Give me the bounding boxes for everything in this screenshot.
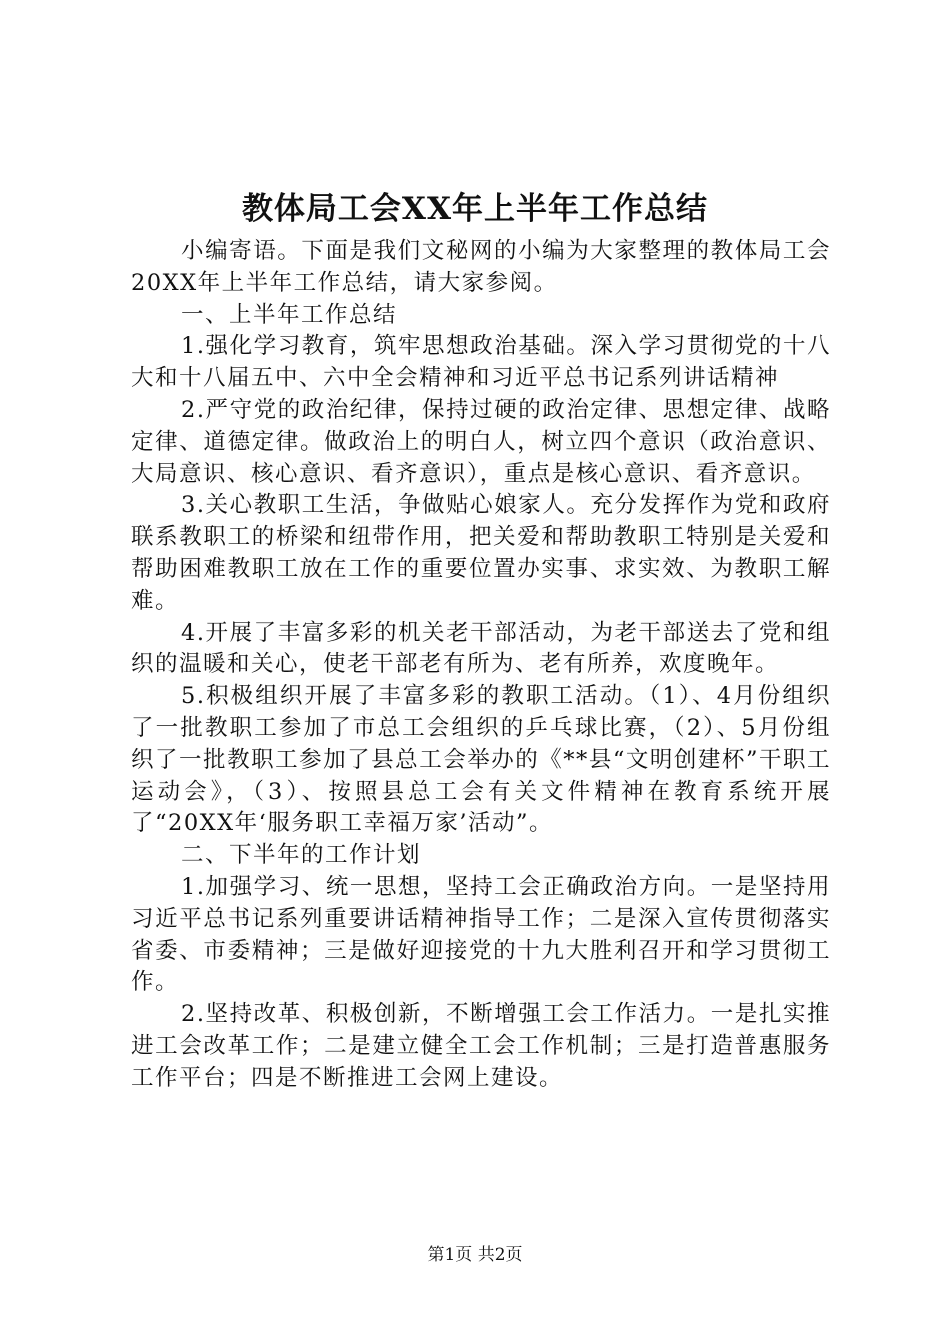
section-heading-first-half: 一、上半年工作总结 bbox=[181, 301, 398, 328]
paragraph-item-2: 2.严守党的政治纪律，保持过硬的政治定律、思想定律、战略定律、道德定律。做政治上的明白人，树立四个意识（政治意识、大局意识、核心意识、看齐意识），重点是核心意识、看齐意识。 bbox=[131, 396, 831, 487]
section-heading-second-half: 二、下半年的工作计划 bbox=[181, 842, 422, 869]
document-title: 教体局工会XX年上半年工作总结 bbox=[241, 191, 709, 227]
paragraph-item-1: 1.强化学习教育，筑牢思想政治基础。深入学习贯彻党的十八大和十八届五中、六中全会精神和习近平总书记系列讲话精神 bbox=[131, 333, 831, 392]
paragraph-item-4: 4.开展了丰富多彩的机关老干部活动，为老干部送去了党和组织的温暖和关心，使老干部老有所为、老有所养，欢度晚年。 bbox=[131, 619, 831, 678]
paragraph-plan-2: 2.坚持改革、积极创新，不断增强工会工作活力。一是扎实推进工会改革工作；二是建立健全工会工作机制；三是打造普惠服务工作平台；四是不断推进工会网上建设。 bbox=[131, 1001, 831, 1091]
paragraph-intro: 小编寄语。下面是我们文秘网的小编为大家整理的教体局工会20XX年上半年工作总结，请大家参阅。 bbox=[131, 238, 831, 296]
paragraph-item-5: 5.积极组织开展了丰富多彩的教职工活动。（1）、4月份组织了一批教职工参加了市总工会组织的乒乓球比赛，（2）、5月份组织了一批教职工参加了县总工会举办的《**县“文明创建杯”干职工运动会》，（3）、按照县总工会有关文件精神在教育系统开展了“20XX年‘服务职工幸福万家’活动”。 bbox=[131, 683, 831, 837]
paragraph-item-3: 3.关心教职工生活，争做贴心娘家人。充分发挥作为党和政府联系教职工的桥梁和纽带作用，把关爱和帮助教职工特别是关爱和帮助困难教职工放在工作的重要位置办实事、求实效、为教职工解难。 bbox=[131, 492, 831, 614]
page-number-footer: 第1页 共2页 bbox=[427, 1245, 523, 1265]
document-body bbox=[131, 236, 831, 1095]
paragraph-plan-1: 1.加强学习、统一思想，坚持工会正确政治方向。一是坚持用习近平总书记系列重要讲话精神指导工作；二是深入宣传贯彻落实省委、市委精神；三是做好迎接党的十九大胜利召开和学习贯彻工作。 bbox=[131, 873, 831, 996]
